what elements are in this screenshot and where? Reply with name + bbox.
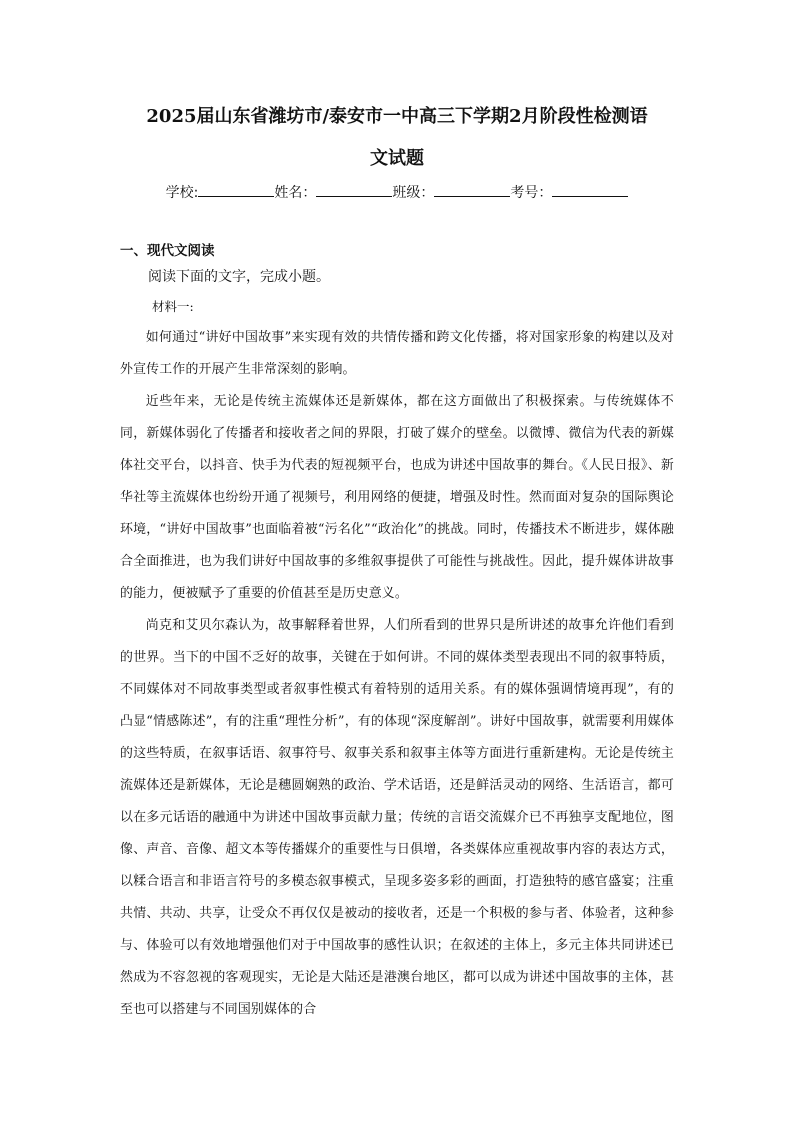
section-heading: 一、现代文阅读: [120, 243, 215, 259]
school-label: 学校:: [165, 185, 199, 201]
paragraph-1: 如何通过“讲好中国故事”来实现有效的共情传播和跨文化传播，将对国家形象的构建以及对外宣传工作的开展产生非常深刻的影响。: [120, 330, 674, 377]
school-blank[interactable]: [198, 182, 274, 197]
material-label: 材料一:: [152, 299, 194, 314]
student-info-fields: [0, 182, 794, 202]
document-title-line2: 文试题: [370, 148, 424, 169]
reading-instruction: 阅读下面的文字，完成小题。: [148, 269, 330, 285]
name-blank[interactable]: [316, 182, 392, 197]
exam-number-blank[interactable]: [552, 182, 628, 197]
class-blank[interactable]: [434, 182, 510, 197]
exam-number-label: 考号：: [510, 185, 553, 201]
paragraph-3: 尚克和艾贝尔森认为，故事解释着世界，人们所看到的世界只是所讲述的故事允许他们看到的世界。当下的中国不乏好的故事，关键在于如何讲。不同的媒体类型表现出不同的叙事特质，不同媒体对不同故事类型或者叙事性模式有着特别的适用关系。有的媒体强调情境再现”，有的凸显“情感陈述”，有的注重“理性分析”，有的体现“深度解剖”。讲好中国故事，就需要利用媒体的这些特质，在叙事话语、叙事符号、叙事关系和叙事主体等方面进行重新建构。无论是传统主流媒体还是新媒体，无论是穗圆娴熟的政治、学术话语，还是鲜活灵动的网络、生活语言，都可以在多元话语的融通中为讲述中国故事贡献力量；传统的言语交流媒介已不再独享支配地位，图像、声音、音像、超文本等传播媒介的重要性与日俱增，各类媒体应重视故事内容的表达方式，以糅合语言和非语言符号的多模态叙事模式，呈现多姿多彩的画面，打造独特的感官盛宴；注重共情、共动、共享，让受众不再仅仅是被动的接收者，还是一个积极的参与者、体验者，这种参与、体验可以有效地增强他们对于中国故事的感性认识；在叙述的主体上，多元主体共同讲述已然成为不容忽视的客观现实，无论是大陆还是港澳台地区，都可以成为讲述中国故事的主体，甚至也可以搭建与不同国别媒体的合: [120, 618, 674, 1017]
document-title-line1: 2025届山东省潍坊市/泰安市一中高三下学期2月阶段性检测语: [146, 106, 648, 127]
class-label: 班级：: [392, 185, 435, 201]
paragraph-2: 近些年来，无论是传统主流媒体还是新媒体，都在这方面做出了积极探索。与传统媒体不同，新媒体弱化了传播者和接收者之间的界限，打破了媒介的壁垒。以微博、微信为代表的新媒体社交平台，以抖音、快手为代表的短视频平台，也成为讲述中国故事的舞台。《人民日报》、新华社等主流媒体也纷纷开通了视频号，利用网络的便捷，增强及时性。然而面对复杂的国际舆论环境，“讲好中国故事”也面临着被“污名化”“政治化”的挑战。同时，传播技术不断进步，媒体融合全面推进，也为我们讲好中国故事的多维叙事提供了可能性与挑战性。因此，提升媒体讲故事的能力，便被赋予了重要的价值甚至是历史意义。: [120, 394, 674, 601]
name-label: 姓名：: [274, 185, 317, 201]
